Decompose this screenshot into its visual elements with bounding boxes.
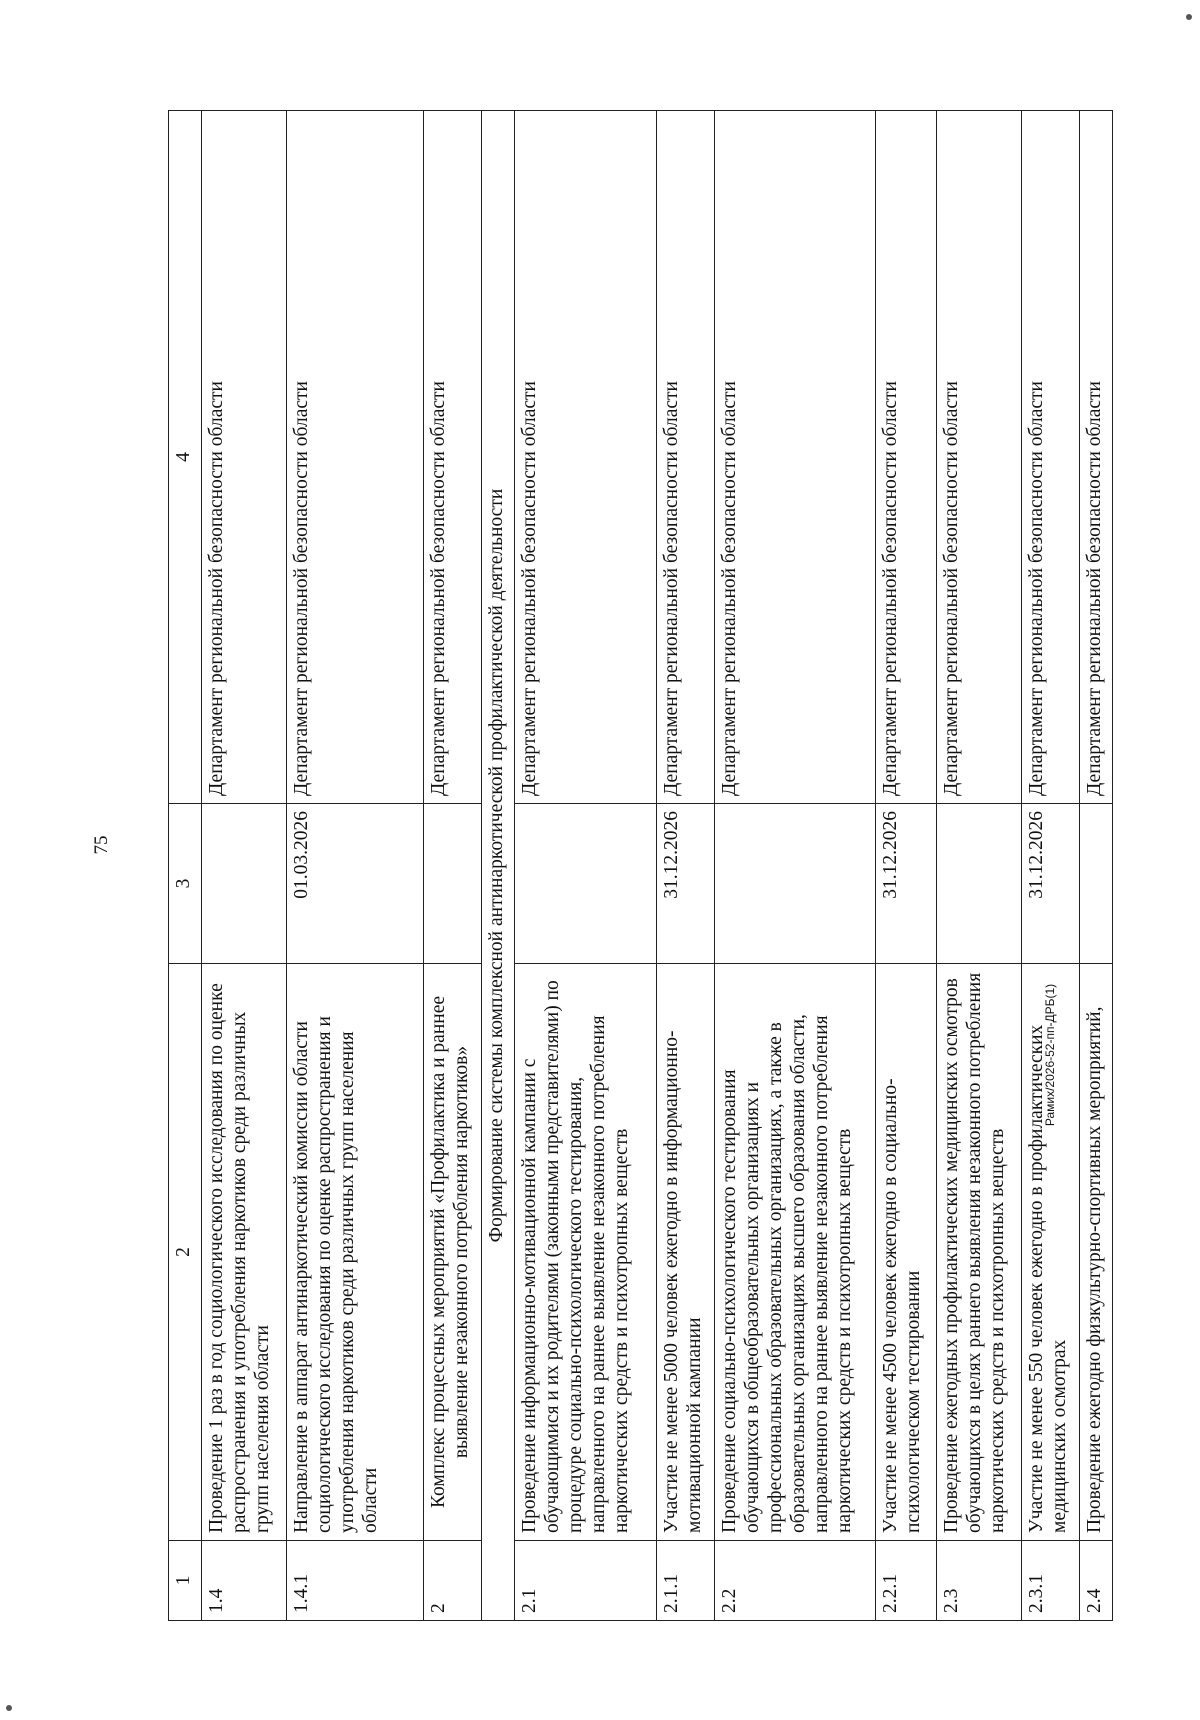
header-col-2: 2 xyxy=(169,964,202,1541)
row-description: Участие не менее 5000 человек ежегодно в информационно-мотивационной кампании xyxy=(657,964,715,1541)
row-responsible: Департамент региональной безопасности области xyxy=(715,111,876,804)
table-row xyxy=(424,111,482,1621)
edge-mark xyxy=(6,1705,12,1711)
row-responsible: Департамент региональной безопасности области xyxy=(287,111,424,804)
row-number: 2.2 xyxy=(715,1541,876,1621)
row-deadline: 31.12.2026 xyxy=(876,804,936,964)
row-number: 2 xyxy=(424,1541,482,1621)
row-deadline xyxy=(424,804,482,964)
row-description: Участие не менее 4500 человек ежегодно в социально-психологическом тестировании xyxy=(876,964,936,1541)
table-row xyxy=(515,111,657,1621)
document-code: Рамих/2026-52-пп-ДРБ(1) xyxy=(1043,983,1057,1127)
row-deadline: 01.03.2026 xyxy=(287,804,424,964)
row-description: Проведение социально-психологического тестирования обучающихся в общеобразовательных организациях и профессиональных образовательных организациях, а также в образовательных организациях высшего образования области, направленного на раннее выявление незаконного потребления наркотических средств и психотропных веществ xyxy=(715,964,876,1541)
edge-mark xyxy=(1186,14,1192,20)
table-row xyxy=(201,111,286,1621)
row-deadline xyxy=(936,804,1021,964)
row-responsible: Департамент региональной безопасности области xyxy=(876,111,936,804)
row-deadline: 31.12.2026 xyxy=(657,804,715,964)
table-header-row xyxy=(169,111,202,1621)
row-deadline xyxy=(201,804,286,964)
section-title: Формирование системы комплексной антинаркотической профилактической деятельности xyxy=(482,111,515,1621)
row-number: 2.1.1 xyxy=(657,1541,715,1621)
table-row xyxy=(715,111,876,1621)
row-responsible: Департамент региональной безопасности области xyxy=(936,111,1021,804)
row-description: Проведение ежегодных профилактических медицинских осмотров обучающихся в целях раннего выявления незаконного потребления наркотических средств и психотропных веществ xyxy=(936,964,1021,1541)
table-row xyxy=(287,111,424,1621)
row-deadline xyxy=(515,804,657,964)
rotated-table-container xyxy=(168,111,1113,1621)
header-col-4: 4 xyxy=(169,111,202,804)
row-description: Комплекс процессных мероприятий «Профилактика и раннее выявление незаконного потребления наркотиков» xyxy=(424,964,482,1541)
row-description: Проведение ежегодно физкультурно-спортивных мероприятий, xyxy=(1080,964,1113,1541)
row-responsible: Департамент региональной безопасности области xyxy=(201,111,286,804)
table-row xyxy=(876,111,936,1621)
header-col-3: 3 xyxy=(169,804,202,964)
row-responsible: Департамент региональной безопасности области xyxy=(657,111,715,804)
row-responsible: Департамент региональной безопасности области xyxy=(1080,111,1113,804)
section-header-row xyxy=(482,111,515,1621)
table-row xyxy=(1080,111,1113,1621)
row-number: 1.4 xyxy=(201,1541,286,1621)
row-number: 2.4 xyxy=(1080,1541,1113,1621)
row-responsible: Департамент региональной безопасности области xyxy=(1022,111,1080,804)
row-number: 1.4.1 xyxy=(287,1541,424,1621)
table-row xyxy=(657,111,715,1621)
row-responsible: Департамент региональной безопасности области xyxy=(515,111,657,804)
row-description: Участие не менее 550 человек ежегодно в профилактических медицинских осмотрах xyxy=(1022,964,1080,1541)
row-description: Направление в аппарат антинаркотический комиссии области социологического исследования по оценке распространения и употребления наркотиков среди различных групп населения области xyxy=(287,964,424,1541)
row-description: Проведение 1 раз в год социологического исследования по оценке распространения и употребления наркотиков среди различных групп населения области xyxy=(201,964,286,1541)
row-deadline xyxy=(1080,804,1113,964)
row-number: 2.3 xyxy=(936,1541,1021,1621)
row-number: 2.1 xyxy=(515,1541,657,1621)
measures-table xyxy=(168,110,1113,1621)
row-responsible: Департамент региональной безопасности области xyxy=(424,111,482,804)
table-row xyxy=(1022,111,1080,1621)
header-col-1: 1 xyxy=(169,1541,202,1621)
row-number: 2.3.1 xyxy=(1022,1541,1080,1621)
table-row xyxy=(936,111,1021,1621)
row-description: Проведение информационно-мотивационной кампании с обучающимися и их родителями (законными представителями) по процедуре социально-психологического тестирования, направленного на раннее выявление незаконного потребления наркотических средств и психотропных веществ xyxy=(515,964,657,1541)
row-deadline: 31.12.2026 xyxy=(1022,804,1080,964)
page-number: 75 xyxy=(91,835,112,855)
row-deadline xyxy=(715,804,876,964)
row-number: 2.2.1 xyxy=(876,1541,936,1621)
